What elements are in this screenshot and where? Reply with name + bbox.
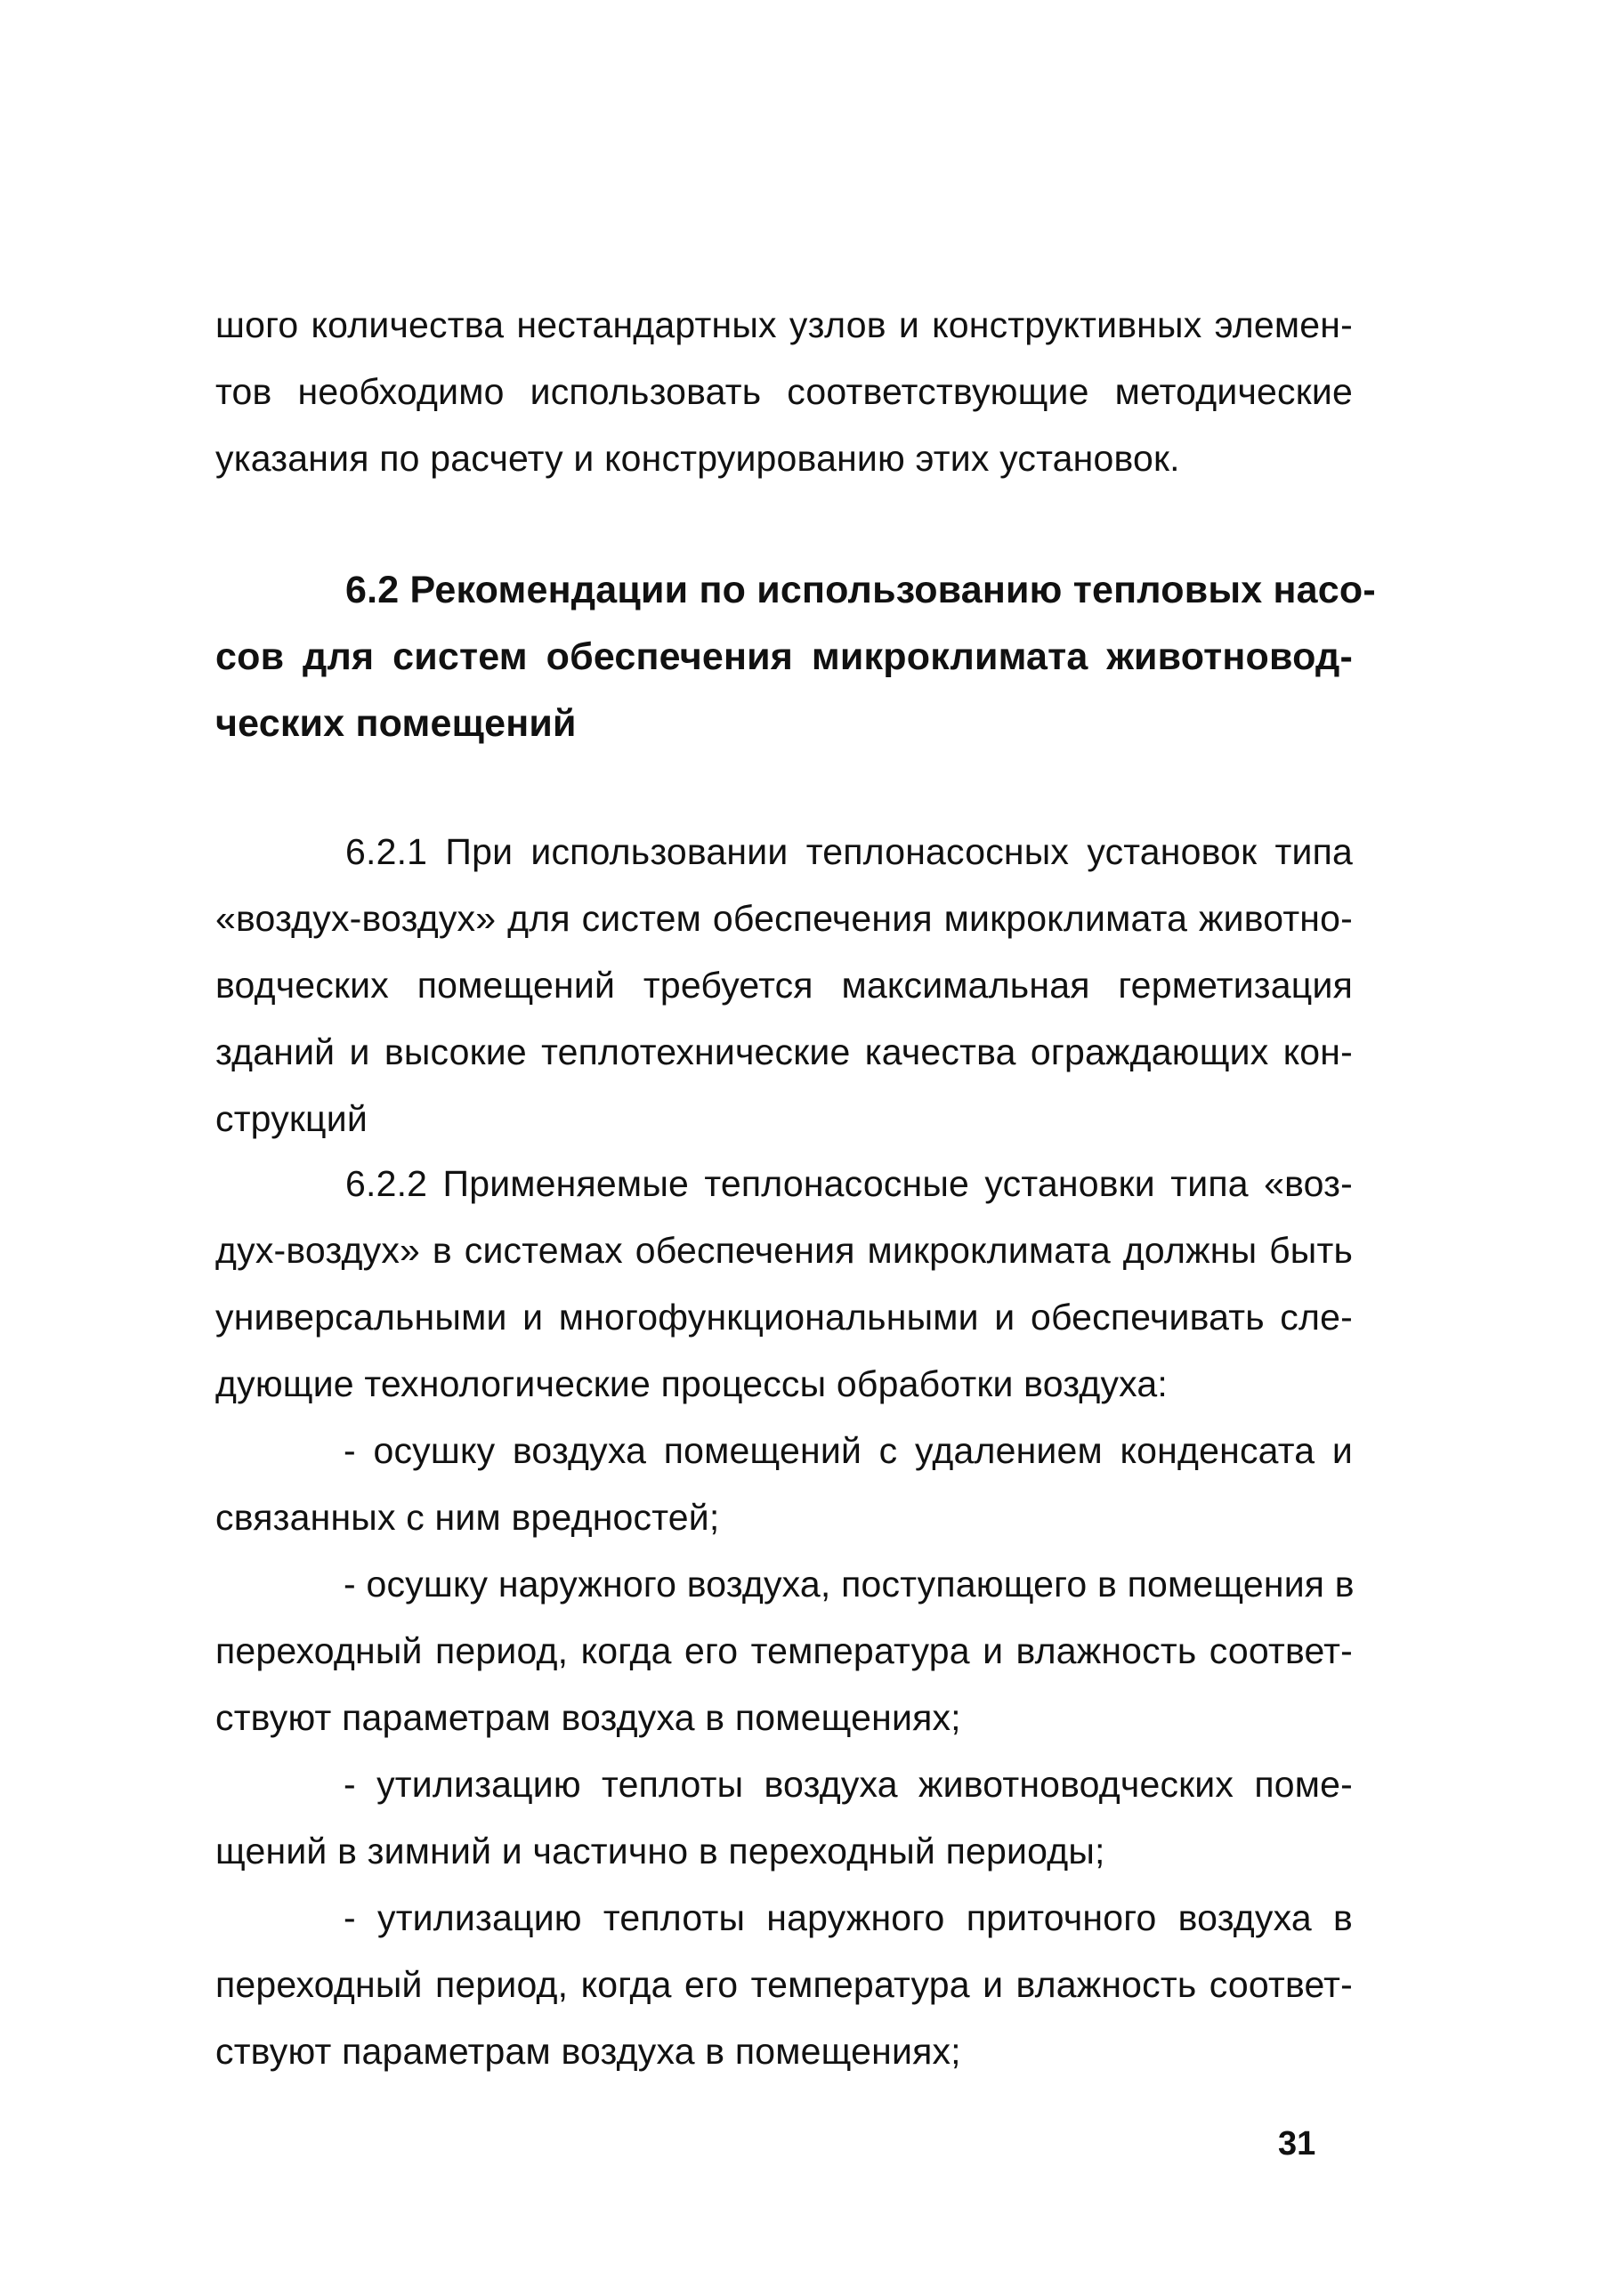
text-line: тов необходимо использовать соответствующие методические (215, 371, 1353, 412)
text-line: «воздух-воздух» для систем обеспечения микроклимата животно- (215, 898, 1353, 939)
text-line: указания по расчету и конструированию этих установок. (215, 438, 1180, 479)
page-number: 31 (1278, 2125, 1316, 2163)
text-line: зданий и высокие теплотехнические качества ограждающих кон- (215, 1031, 1353, 1072)
text-line: шого количества нестандартных узлов и конструктивных элемен- (215, 304, 1353, 345)
text-line: дух-воздух» в системах обеспечения микроклимата должны быть (215, 1230, 1353, 1271)
list-item-line: переходный период, когда его температура и влажность соответ- (215, 1964, 1353, 2005)
section-heading-line: сов для систем обеспечения микроклимата животновод- (215, 635, 1353, 678)
section-heading-line: ческих помещений (215, 702, 577, 745)
text-line: 6.2.2 Применяемые теплонасосные установки типа «воз- (345, 1163, 1353, 1204)
list-item-line: ствуют параметрам воздуха в помещениях; (215, 2031, 961, 2072)
list-item-line: ствуют параметрам воздуха в помещениях; (215, 1697, 961, 1738)
list-item-line: - утилизацию теплоты наружного приточного воздуха в (344, 1897, 1353, 1938)
section-heading-line: 6.2 Рекомендации по использованию тепловых насо- (345, 569, 1376, 611)
list-item-line: связанных с ним вредностей; (215, 1497, 720, 1538)
list-item-line: - осушку воздуха помещений с удалением конденсата и (344, 1430, 1353, 1471)
text-line: универсальными и многофункциональными и обеспечивать сле- (215, 1297, 1353, 1338)
text-line: 6.2.1 При использовании теплонасосных установок типа (345, 831, 1353, 872)
text-line: дующие технологические процессы обработки воздуха: (215, 1363, 1168, 1404)
list-item-line: - осушку наружного воздуха, поступающего в помещения в (344, 1564, 1355, 1605)
text-line: струкций (215, 1098, 368, 1139)
text-line: водческих помещений требуется максимальная герметизация (215, 965, 1353, 1006)
list-item-line: - утилизацию теплоты воздуха животноводческих поме- (344, 1764, 1353, 1805)
list-item-line: щений в зимний и частично в переходный периоды; (215, 1831, 1105, 1872)
list-item-line: переходный период, когда его температура и влажность соответ- (215, 1630, 1353, 1671)
